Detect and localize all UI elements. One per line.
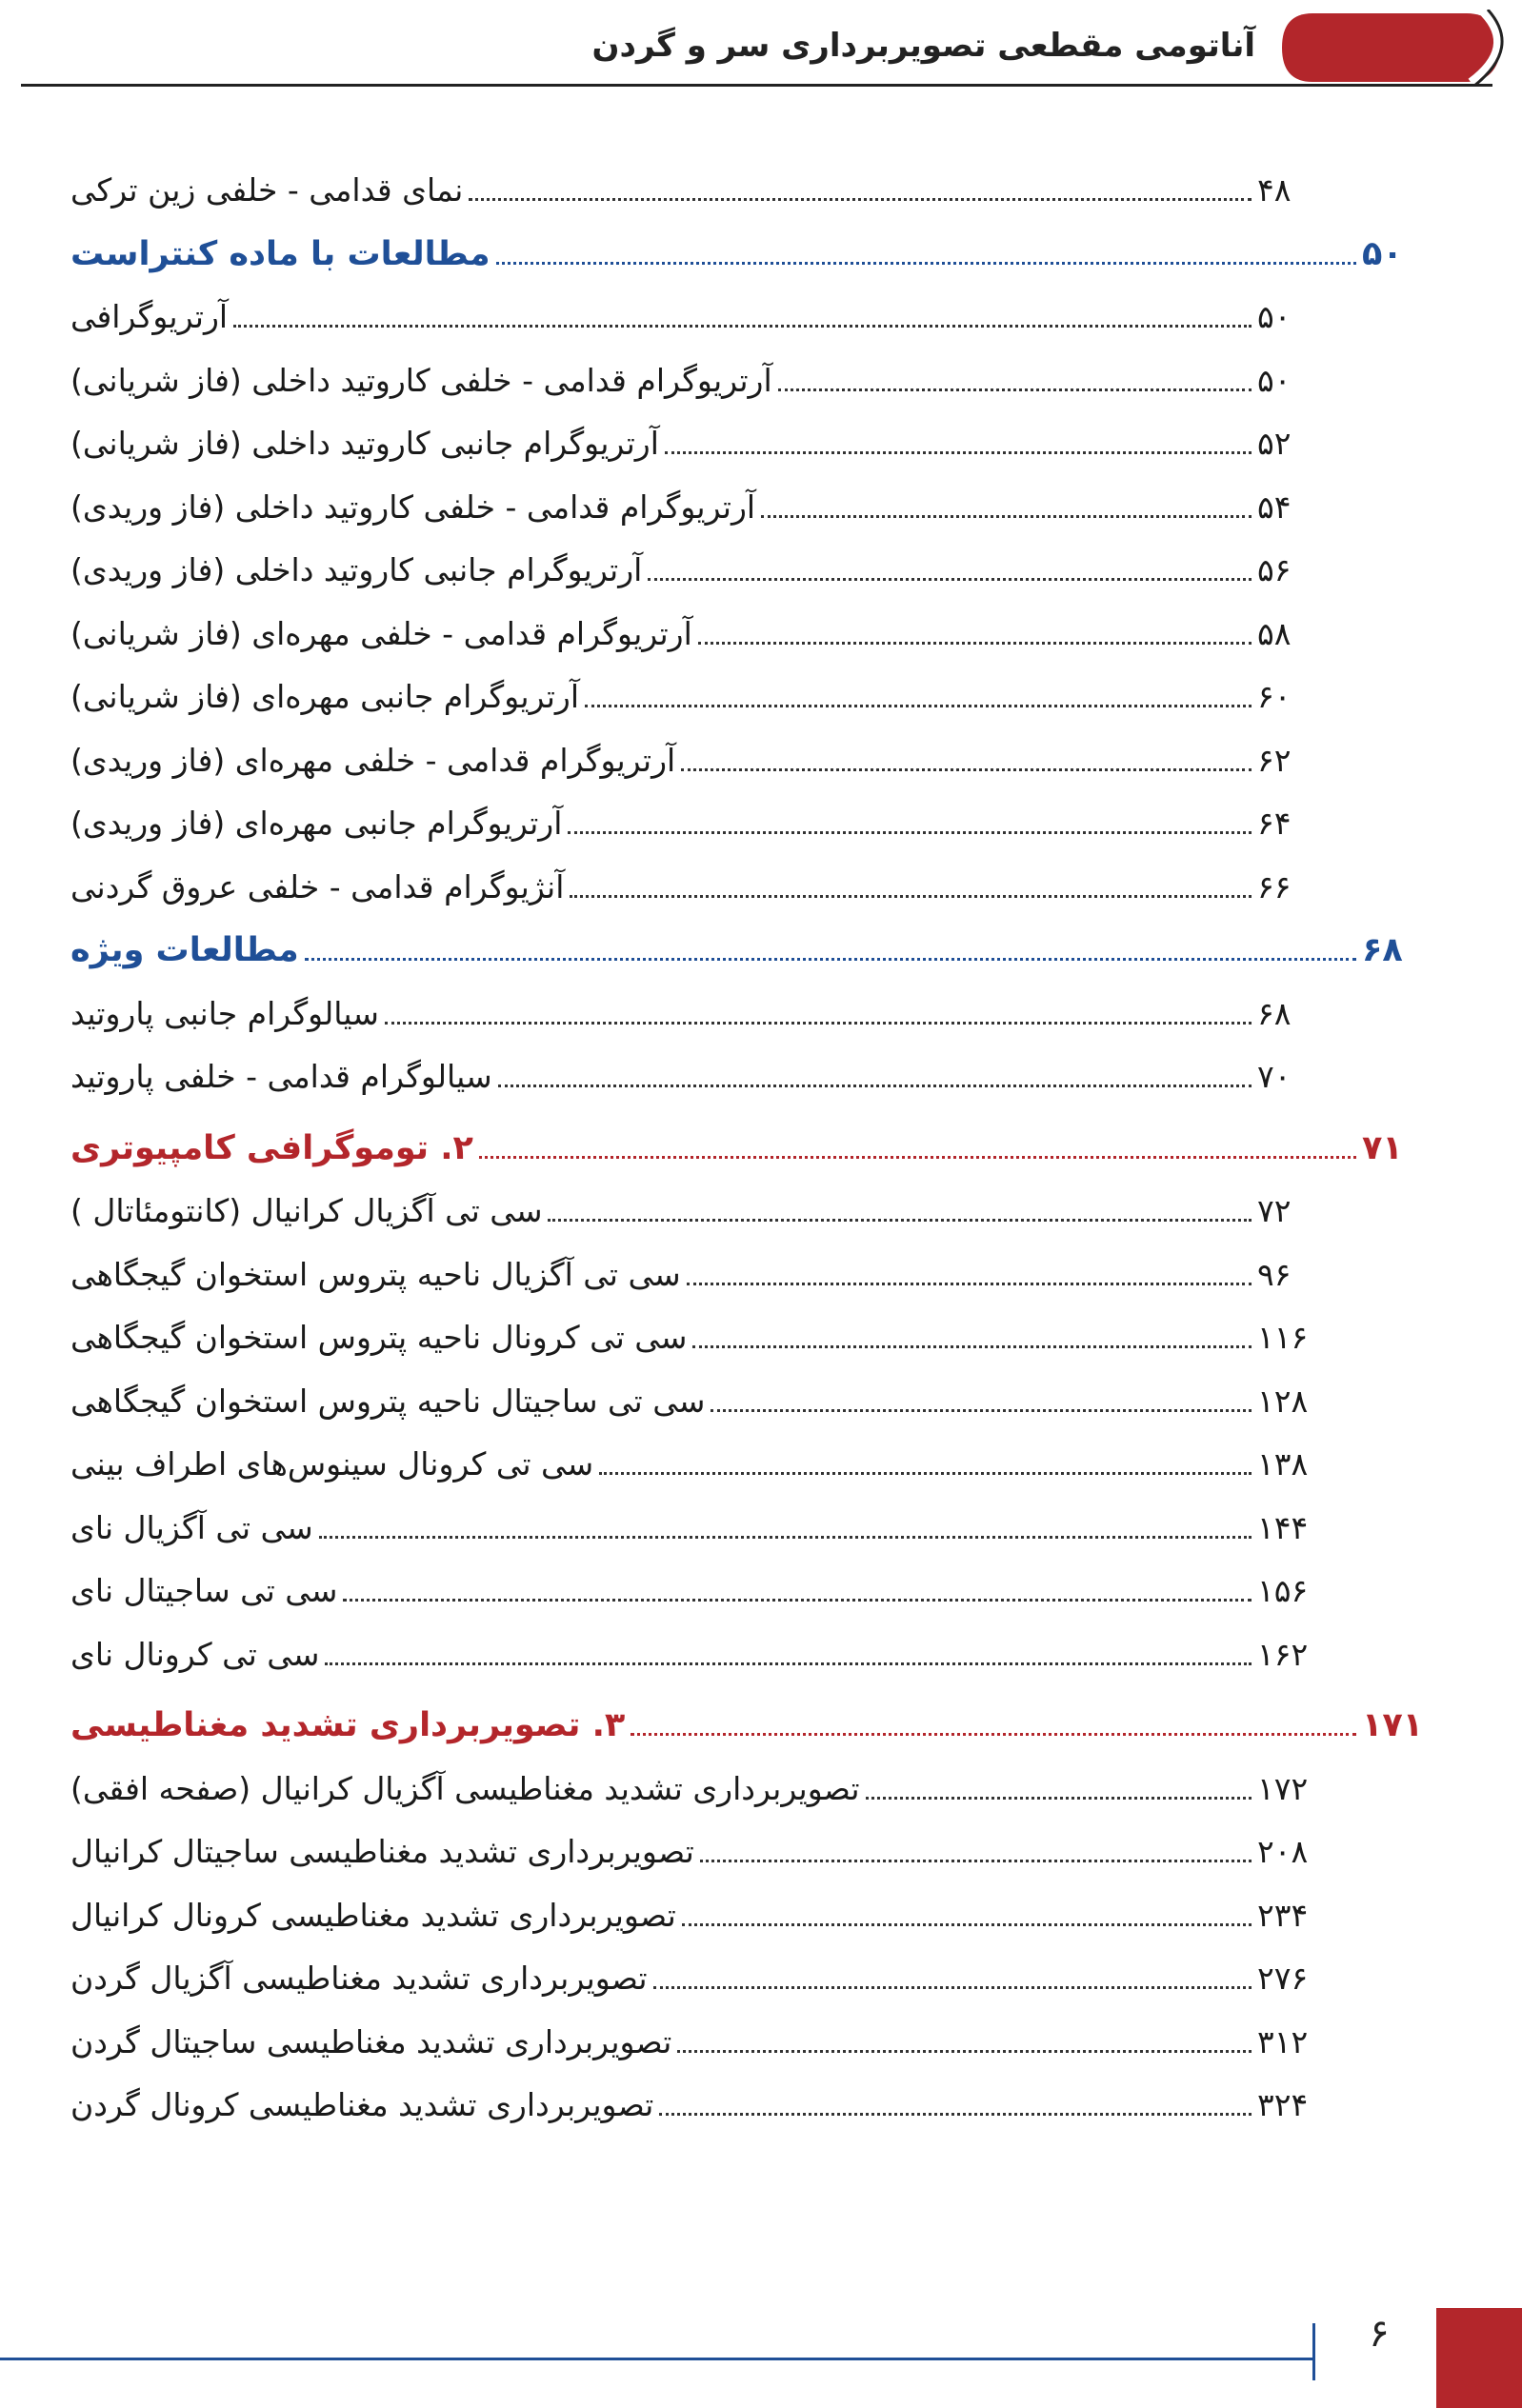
toc-entry-title: تصویربرداری تشدید مغناطیسی کرونال گردن [70, 2086, 654, 2123]
toc-entry-page: ۶۸ [1362, 931, 1403, 969]
toc-entry[interactable] [67, 678, 1429, 715]
toc-entry[interactable] [67, 1833, 1429, 1870]
header-rule [21, 84, 1492, 87]
toc-entry-title: آرتریوگرافی [70, 298, 229, 335]
toc-entry-title: ۲. توموگرافی کامپیوتری [70, 1128, 473, 1167]
toc-entry[interactable] [67, 1256, 1429, 1293]
toc-entry-title: آنژیوگرام قدامی - خلفی عروق گردنی [70, 867, 565, 905]
toc-dot-leader [233, 325, 1252, 328]
toc-entry[interactable] [67, 1192, 1429, 1229]
toc-dot-leader [479, 1156, 1356, 1159]
toc-entry-title: سی تی ساجیتال ناحیه پتروس استخوان گیجگاهی [70, 1382, 706, 1420]
footer-accent-block [1436, 2308, 1522, 2408]
toc-entry-page: ۱۶۲ [1257, 1635, 1309, 1673]
toc-entry-title: تصویربرداری تشدید مغناطیسی ساجیتال گردن [70, 2022, 672, 2060]
toc-entry-page: ۵۰ [1257, 298, 1292, 335]
toc-entry-page: ۱۷۲ [1257, 1769, 1309, 1807]
toc-entry-title: تصویربرداری تشدید مغناطیسی آگزیال گردن [70, 1960, 648, 1997]
page-number: ۶ [1369, 2312, 1390, 2356]
toc-entry[interactable] [67, 362, 1429, 399]
toc-entry-title: سی تی کرونال ناحیه پتروس استخوان گیجگاهی [70, 1319, 688, 1356]
toc-entry[interactable] [67, 551, 1429, 588]
toc-dot-leader [659, 2113, 1252, 2116]
toc-entry[interactable] [67, 1960, 1429, 1997]
toc-entry[interactable] [67, 171, 1429, 209]
toc-entry-page: ۱۷۱ [1362, 1706, 1424, 1744]
toc-dot-leader [631, 1733, 1356, 1736]
toc-entry-page: ۶۸ [1257, 994, 1292, 1032]
toc-dot-leader [498, 1085, 1252, 1087]
toc-entry-title: سیالوگرام جانبی پاروتید [70, 994, 379, 1032]
toc-entry-title: آرتریوگرام جانبی مهره‌ای (فاز شریانی) [70, 678, 579, 715]
toc-subsection-heading[interactable] [67, 931, 1429, 969]
footer-rule [0, 2358, 1312, 2360]
toc-entry-title: آرتریوگرام قدامی - خلفی مهره‌ای (فاز شریانی) [70, 614, 692, 652]
toc-entry-page: ۶۲ [1257, 741, 1292, 779]
toc-dot-leader [687, 1283, 1252, 1285]
toc-entry[interactable] [67, 2023, 1429, 2060]
toc-entry-page: ۶۰ [1257, 678, 1292, 715]
toc-entry-title: سیالوگرام قدامی - خلفی پاروتید [70, 1058, 492, 1095]
toc-entry-page: ۵۶ [1257, 551, 1292, 588]
toc-entry-title: سی تی ساجیتال نای [70, 1572, 338, 1609]
toc-entry-page: ۷۲ [1257, 1192, 1292, 1229]
toc-dot-leader [711, 1409, 1252, 1412]
toc-entry-title: مطالعات با ماده کنتراست [70, 234, 491, 273]
toc-entry[interactable] [67, 1897, 1429, 1934]
toc-entry[interactable] [67, 995, 1429, 1032]
running-header-title: آناتومی مقطعی تصویربرداری سر و گردن [591, 27, 1255, 65]
toc-dot-leader [682, 1923, 1252, 1926]
toc-entry-page: ۵۰ [1362, 234, 1403, 273]
toc-entry[interactable] [67, 805, 1429, 842]
header-tab-shape [1276, 10, 1505, 86]
toc-entry-page: ۵۰ [1257, 361, 1292, 399]
toc-entry-page: ۷۱ [1362, 1128, 1403, 1167]
toc-entry-page: ۱۳۸ [1257, 1445, 1309, 1483]
toc-entry-page: ۱۵۶ [1257, 1572, 1309, 1609]
toc-entry[interactable] [67, 1509, 1429, 1546]
toc-entry[interactable] [67, 742, 1429, 779]
toc-entry[interactable] [67, 1383, 1429, 1420]
toc-dot-leader [585, 705, 1252, 707]
toc-dot-leader [866, 1797, 1252, 1800]
toc-entry-title: سی تی آگزیال ناحیه پتروس استخوان گیجگاهی [70, 1255, 681, 1293]
toc-entry-title: سی تی آگزیال نای [70, 1508, 313, 1546]
toc-entry-page: ۶۶ [1257, 867, 1292, 905]
toc-entry[interactable] [67, 868, 1429, 905]
toc-entry-page: ۷۰ [1257, 1058, 1292, 1095]
toc-entry-page: ۵۲ [1257, 425, 1292, 462]
toc-entry[interactable] [67, 298, 1429, 335]
toc-entry-page: ۵۴ [1257, 488, 1292, 526]
toc-entry[interactable] [67, 425, 1429, 462]
toc-entry-title: ۳. تصویربرداری تشدید مغناطیسی [70, 1706, 626, 1744]
toc-dot-leader [325, 1662, 1252, 1665]
toc-entry-title: آرتریوگرام قدامی - خلفی کاروتید داخلی (فاز وریدی) [70, 488, 756, 526]
toc-dot-leader [681, 768, 1252, 771]
toc-entry[interactable] [67, 1636, 1429, 1673]
toc-chapter-heading[interactable] [67, 1129, 1429, 1167]
toc-entry-title: آرتریوگرام جانبی کاروتید داخلی (فاز وریدی) [70, 551, 643, 588]
toc-entry-title: آرتریوگرام جانبی مهره‌ای (فاز وریدی) [70, 805, 563, 842]
toc-entry-title: مطالعات ویژه [70, 931, 299, 969]
toc-dot-leader [698, 642, 1252, 645]
toc-entry[interactable] [67, 1058, 1429, 1095]
toc-entry-title: نمای قدامی - خلفی زین ترکی [70, 171, 464, 209]
toc-entry-page: ۲۷۶ [1257, 1960, 1309, 1997]
toc-chapter-heading[interactable] [67, 1706, 1429, 1744]
toc-dot-leader [653, 1986, 1252, 1989]
toc-dot-leader [778, 388, 1252, 391]
toc-entry[interactable] [67, 2086, 1429, 2123]
toc-dot-leader [677, 2050, 1252, 2053]
toc-dot-leader [343, 1599, 1252, 1602]
toc-entry-page: ۲۰۸ [1257, 1833, 1309, 1870]
toc-dot-leader [599, 1472, 1252, 1475]
toc-dot-leader [305, 958, 1356, 961]
toc-entry[interactable] [67, 1770, 1429, 1807]
toc-dot-leader [570, 895, 1252, 898]
toc-dot-leader [648, 578, 1252, 581]
toc-dot-leader [761, 515, 1252, 518]
toc-dot-leader [548, 1219, 1252, 1222]
toc-entry-page: ۶۴ [1257, 805, 1292, 842]
toc-dot-leader [692, 1345, 1252, 1348]
toc-dot-leader [665, 451, 1252, 454]
toc-entry-page: ۹۶ [1257, 1255, 1292, 1293]
toc-entry[interactable] [67, 1319, 1429, 1356]
toc-entry-page: ۱۴۴ [1257, 1508, 1309, 1546]
toc-entry[interactable] [67, 615, 1429, 652]
toc-entry-title: تصویربرداری تشدید مغناطیسی ساجیتال کرانیال [70, 1833, 694, 1870]
toc-entry-page: ۲۳۴ [1257, 1896, 1309, 1934]
toc-entry-page: ۵۸ [1257, 614, 1292, 652]
toc-entry-title: تصویربرداری تشدید مغناطیسی کرونال کرانیال [70, 1896, 676, 1934]
toc-entry-title: سی تی کرونال سینوس‌های اطراف بینی [70, 1445, 594, 1483]
toc-entry-page: ۴۸ [1257, 171, 1292, 209]
toc-entry-page: ۳۲۴ [1257, 2086, 1309, 2123]
toc-entry-title: آرتریوگرام قدامی - خلفی مهره‌ای (فاز وریدی) [70, 741, 676, 779]
toc-dot-leader [496, 262, 1356, 265]
toc-dot-leader [385, 1022, 1252, 1025]
toc-entry-title: آرتریوگرام قدامی - خلفی کاروتید داخلی (فاز شریانی) [70, 361, 772, 399]
toc-entry-title: تصویربرداری تشدید مغناطیسی آگزیال کرانیال (صفحه افقی) [70, 1769, 860, 1807]
toc-dot-leader [568, 831, 1252, 834]
toc-dot-leader [700, 1860, 1252, 1862]
toc-subsection-heading[interactable] [67, 235, 1429, 273]
toc-entry[interactable] [67, 1445, 1429, 1483]
toc-entry[interactable] [67, 488, 1429, 526]
footer-rule-tick [1312, 2323, 1315, 2380]
toc-entry-title: سی تی آگزیال کرانیال (کانتومئاتال ) [70, 1192, 543, 1229]
toc-entry-page: ۱۲۸ [1257, 1382, 1309, 1420]
toc-entry-title: سی تی کرونال نای [70, 1635, 320, 1673]
toc-entry[interactable] [67, 1572, 1429, 1609]
toc-entry-page: ۳۱۲ [1257, 2022, 1309, 2060]
toc-entry-page: ۱۱۶ [1257, 1319, 1309, 1356]
toc-dot-leader [469, 198, 1252, 201]
toc-dot-leader [319, 1536, 1252, 1539]
toc-entry-title: آرتریوگرام جانبی کاروتید داخلی (فاز شریانی) [70, 425, 659, 462]
